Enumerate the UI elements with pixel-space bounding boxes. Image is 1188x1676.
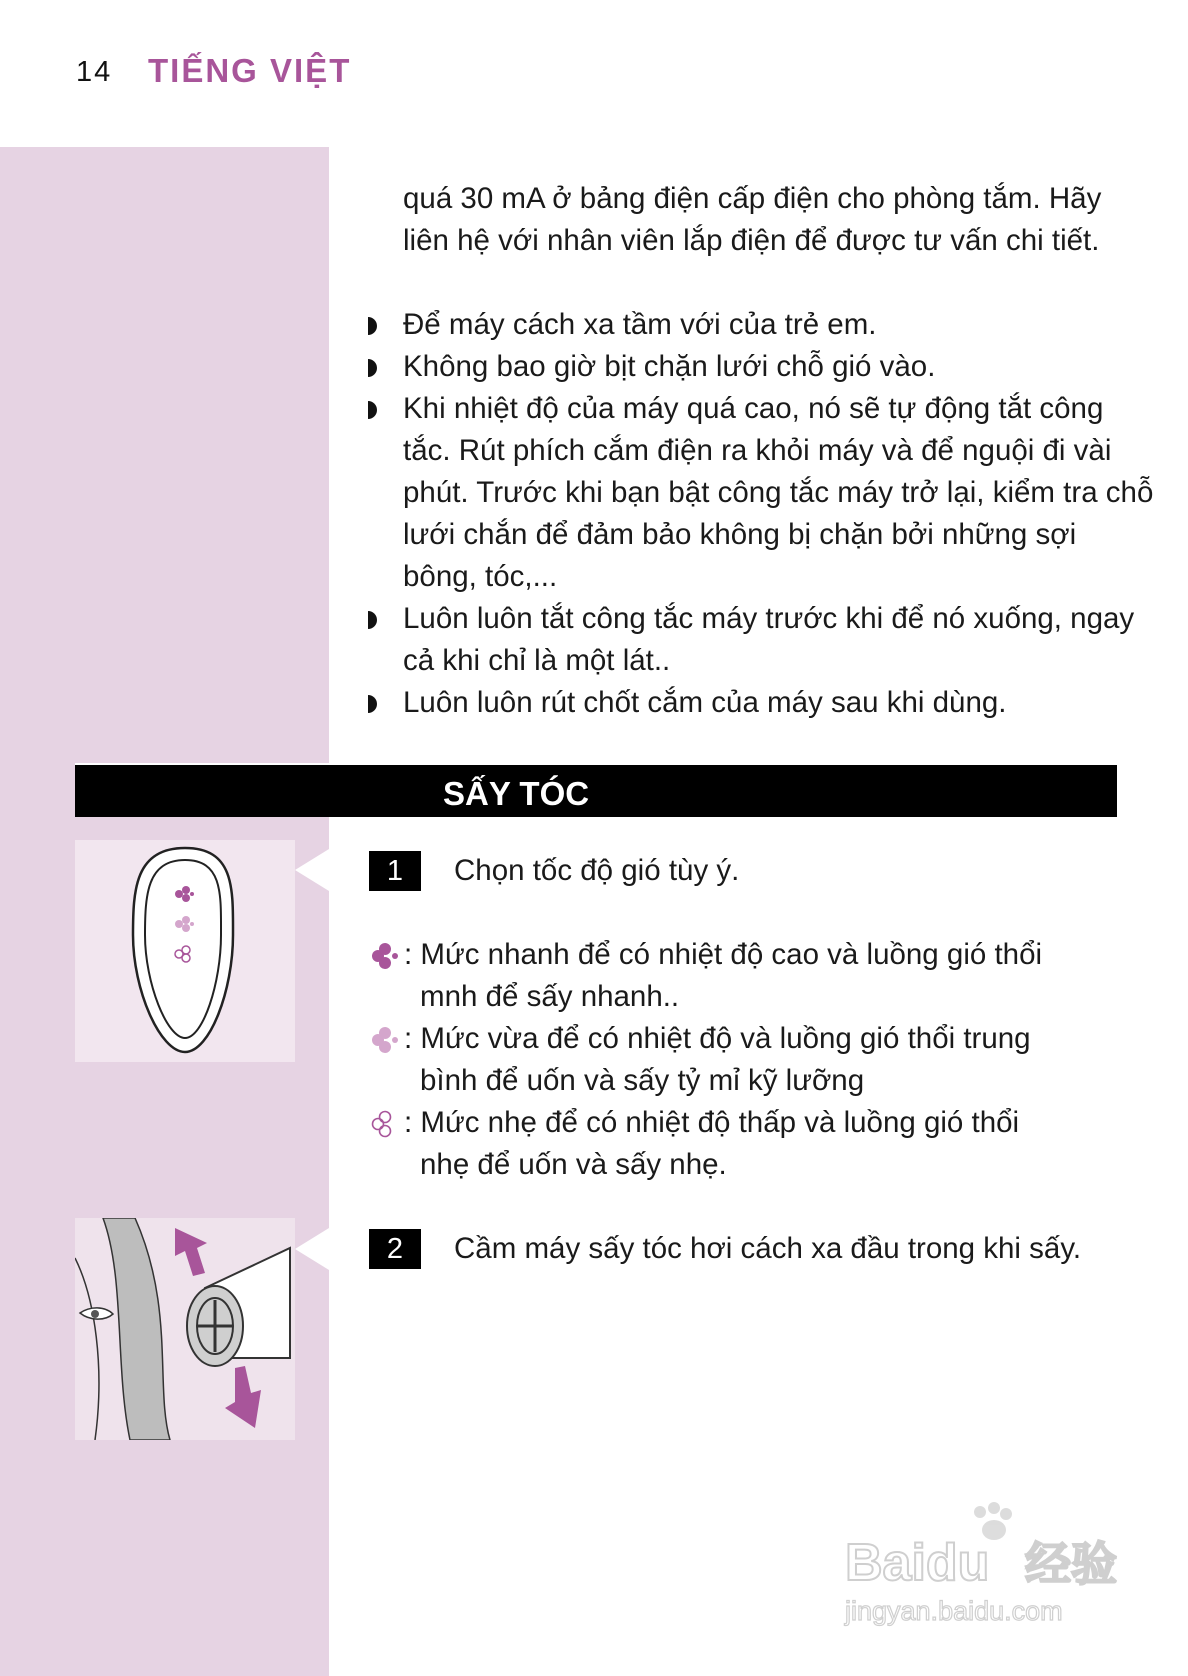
svg-text:经验: 经验 xyxy=(1025,1537,1117,1591)
step-text-1: Chọn tốc độ gió tùy ý. xyxy=(454,854,740,887)
bullet-marker-icon xyxy=(368,695,377,713)
speed-item-low: : Mức nhẹ để có nhiệt độ thấp và luồng gió thổi nhẹ để uốn và sấy nhẹ. xyxy=(368,1102,1148,1186)
speed-item-medium: : Mức vừa để có nhiệt độ và luồng gió thổi trung bình để uốn và sấy tỷ mỉ kỹ lưỡng xyxy=(368,1018,1148,1102)
list-item: Khi nhiệt độ của máy quá cao, nó sẽ tự động tắt công tắc. Rút phích cắm điện ra khỏi máy và để nguội đi vài phút. Trước khi bạn bật công tắc máy trở lại, kiểm tra chỗ lưới chắn để đảm bảo không bị chặn bởi những sợi bông, tóc,... xyxy=(368,388,1158,598)
list-item: Luôn luôn tắt công tắc máy trước khi để nó xuống, ngay cả khi chỉ là một lát.. xyxy=(368,598,1158,682)
dryer-image xyxy=(75,1218,295,1440)
step-number-1: 1 xyxy=(369,851,421,891)
step-text-2: Cầm máy sấy tóc hơi cách xa đầu trong khi sấy. xyxy=(454,1232,1082,1265)
svg-text:Baidu: Baidu xyxy=(845,1534,990,1592)
fan-low-icon xyxy=(368,1109,404,1139)
list-item: Không bao giờ bịt chặn lưới chỗ gió vào. xyxy=(368,346,1158,388)
pointer-notch xyxy=(295,1228,329,1270)
speed-item-high: : Mức nhanh để có nhiệt độ cao và luồng gió thổi mnh để sấy nhanh.. xyxy=(368,934,1148,1018)
switch-illustration xyxy=(75,840,295,1062)
language-title: TIẾNG VIỆT xyxy=(148,52,352,89)
pointer-notch xyxy=(295,849,329,891)
baidu-watermark xyxy=(840,1500,1140,1630)
dryer-distance-illustration xyxy=(75,1218,295,1440)
section-header-bar xyxy=(75,763,1117,817)
bullet-marker-icon xyxy=(368,317,377,335)
fan-medium-icon xyxy=(368,1025,404,1055)
warning-list xyxy=(368,304,1158,724)
fan-high-icon xyxy=(368,941,404,971)
svg-text:jingyan.baidu.com: jingyan.baidu.com xyxy=(845,1596,1063,1626)
bullet-marker-icon xyxy=(368,401,377,419)
page-number: 14 xyxy=(76,56,113,88)
step-number-2: 2 xyxy=(369,1229,421,1269)
list-item: Luôn luôn rút chốt cắm của máy sau khi dùng. xyxy=(368,682,1158,724)
list-item: Để máy cách xa tầm với của trẻ em. xyxy=(368,304,1158,346)
bullet-marker-icon xyxy=(368,611,377,629)
continuation-paragraph: quá 30 mA ở bảng điện cấp điện cho phòng tắm. Hãy liên hệ với nhân viên lắp điện để được tư vấn chi tiết. xyxy=(403,182,1102,257)
switch-image xyxy=(75,840,295,1062)
bullet-marker-icon xyxy=(368,359,377,377)
section-title: SẤY TÓC xyxy=(443,775,590,812)
